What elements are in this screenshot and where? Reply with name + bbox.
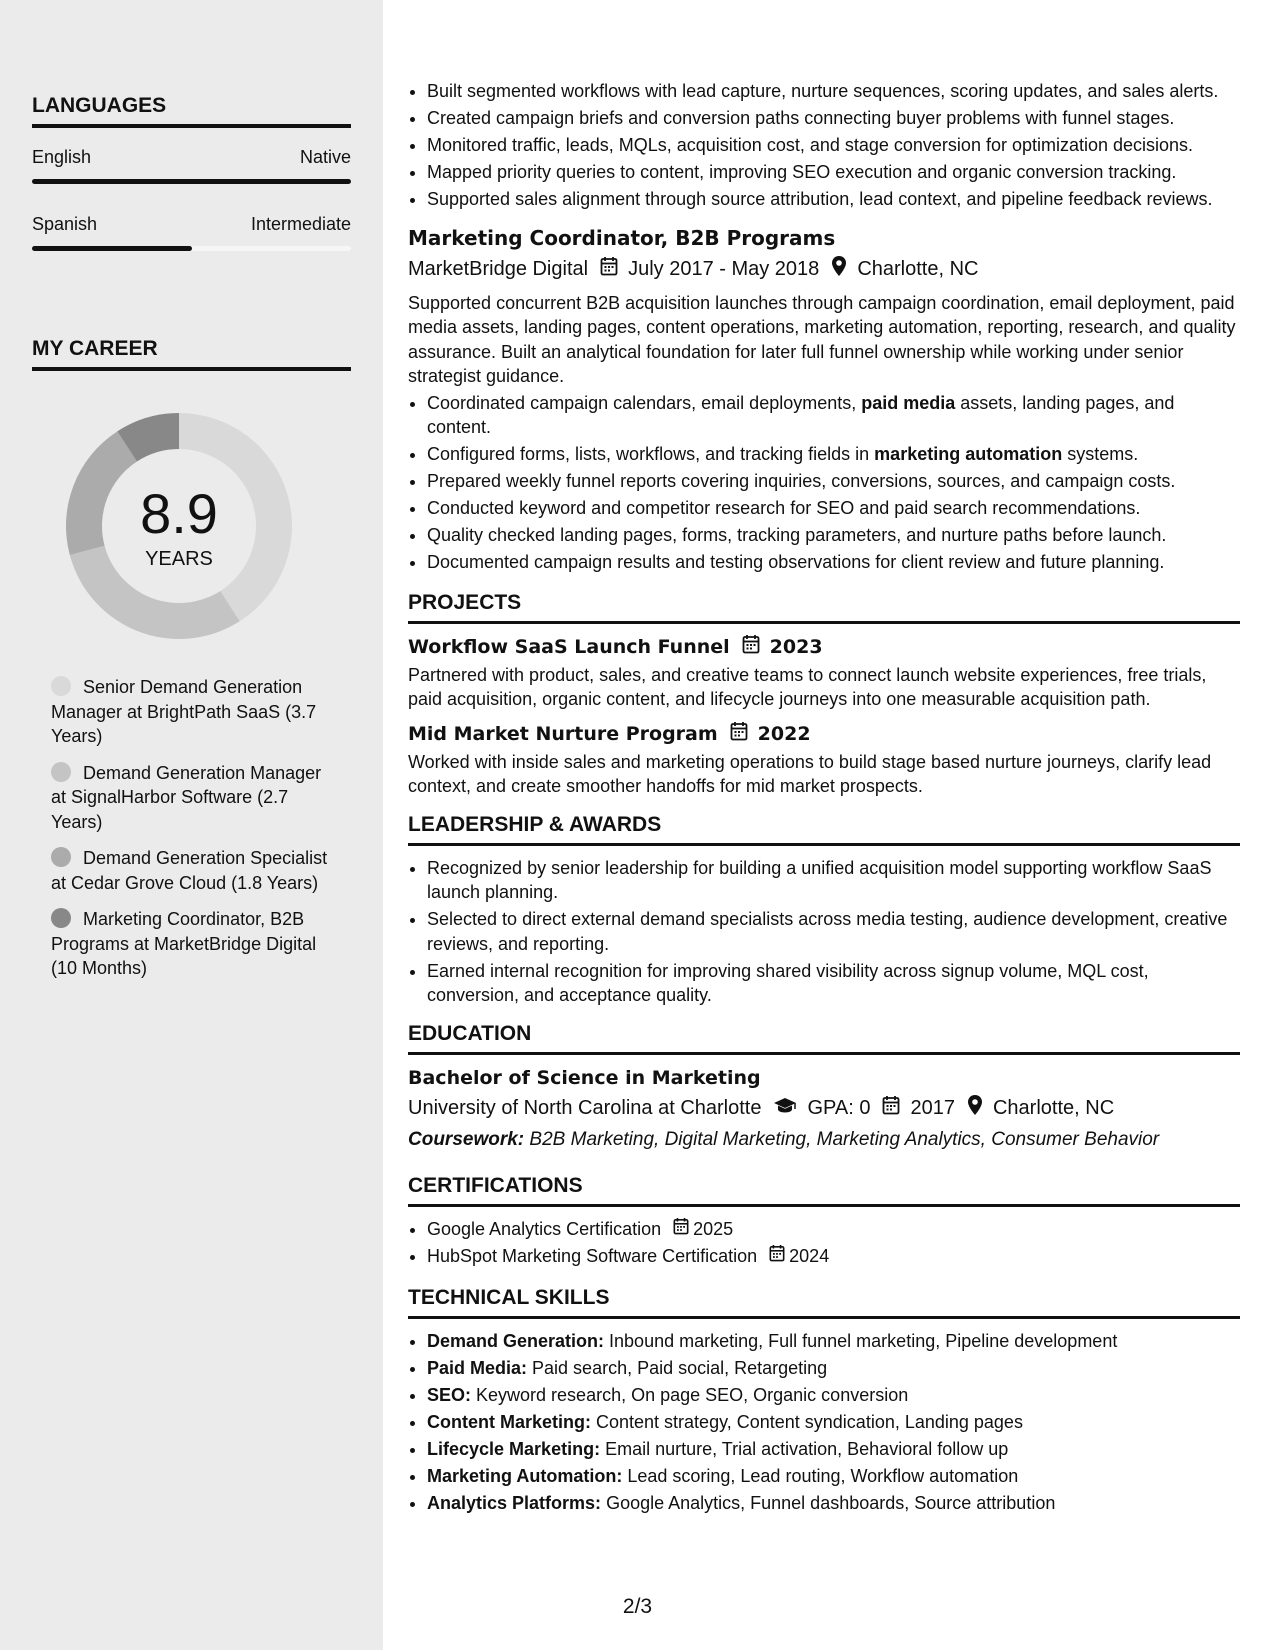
previous-job-bullets — [408, 79, 1240, 212]
job-title: Marketing Coordinator, B2B Programs — [408, 225, 836, 250]
calendar-icon — [673, 1217, 689, 1242]
skill-item — [427, 1356, 1240, 1381]
project-description: Worked with inside sales and marketing operations to build stage based nurture journeys, clarify lead context, and create smoother handoffs for mid market prospects. — [408, 751, 1212, 796]
bullet-item: • Built segmented workflows with lead capture, nurture sequences, scoring updates, and sales alerts. — [427, 79, 1240, 104]
project-title-row — [408, 721, 1240, 748]
calendar-icon — [769, 1244, 785, 1269]
awards-heading: LEADERSHIP & AWARDS — [408, 813, 1240, 846]
sidebar — [0, 0, 383, 1650]
language-proficiency-bar — [32, 179, 351, 184]
job-dates: July 2017 - May 2018 — [628, 258, 820, 280]
job-entry — [408, 225, 1240, 575]
language-level: Intermediate — [250, 214, 351, 234]
skill-values: Lead scoring, Lead routing, Workflow automation — [622, 1466, 1019, 1486]
legend-dot — [51, 908, 71, 928]
career-legend-item — [51, 907, 341, 981]
language-proficiency-fill — [32, 246, 192, 251]
language-name: Spanish — [32, 214, 98, 234]
skill-item — [427, 1410, 1240, 1435]
career-role-label: Senior Demand Generation Manager at BrightPath SaaS (3.7 Years) — [51, 677, 317, 746]
skill-category: Paid Media: — [427, 1358, 528, 1378]
education-heading: EDUCATION — [408, 1022, 1240, 1055]
certifications-heading: CERTIFICATIONS — [408, 1174, 1240, 1207]
skill-item — [427, 1491, 1240, 1516]
job-bullets — [408, 391, 1240, 575]
skill-values: Keyword research, On page SEO, Organic conversion — [471, 1385, 909, 1405]
bullet-text: assets, landing pages, and content. — [427, 392, 1175, 437]
projects-section — [408, 591, 1240, 799]
language-name: English — [32, 147, 92, 167]
bullet-item: • Prepared weekly funnel reports covering inquiries, conversions, sources, and campaign costs. — [427, 469, 1240, 494]
career-role-label: Demand Generation Specialist at Cedar Grove Cloud (1.8 Years) — [51, 848, 328, 893]
skills-section — [408, 1286, 1240, 1516]
job-location: Charlotte, NC — [857, 258, 979, 280]
career-total-unit: YEARS — [145, 548, 213, 570]
career-donut-chart — [66, 413, 292, 639]
language-proficiency-fill — [32, 179, 351, 184]
page-number: 2/3 — [622, 1595, 653, 1618]
graduation-cap-icon — [773, 1095, 797, 1121]
skill-values: Inbound marketing, Full funnel marketing, Pipeline development — [604, 1331, 1118, 1351]
project-entry — [408, 634, 1240, 712]
legend-dot — [51, 676, 71, 696]
education-degree: Bachelor of Science in Marketing — [408, 1066, 761, 1089]
bullet-text: Configured forms, lists, workflows, and tracking fields in — [427, 444, 875, 464]
career-legend-item — [51, 675, 341, 749]
project-year: 2022 — [757, 723, 811, 745]
bullet-item — [427, 391, 1240, 440]
education-year: 2017 — [910, 1097, 955, 1119]
certification-year: 2025 — [693, 1218, 734, 1239]
skill-values: Content strategy, Content syndication, Landing pages — [591, 1412, 1023, 1432]
project-entry — [408, 721, 1240, 799]
education-section — [408, 1022, 1240, 1153]
career-role-label: Marketing Coordinator, B2B Programs at MarketBridge Digital (10 Months) — [51, 909, 317, 978]
skill-category: Analytics Platforms: — [427, 1493, 602, 1513]
bullet-keyword: marketing automation — [874, 444, 1063, 464]
bullet-item: • Quality checked landing pages, forms, tracking parameters, and nurture paths before launch. — [427, 523, 1240, 548]
education-location: Charlotte, NC — [992, 1097, 1115, 1119]
certification-item — [427, 1217, 1240, 1242]
skill-item — [427, 1329, 1240, 1354]
legend-dot — [51, 762, 71, 782]
map-pin-icon — [831, 255, 847, 284]
skill-category: Content Marketing: — [427, 1412, 591, 1432]
education-school: University of North Carolina at Charlotte — [408, 1097, 762, 1119]
language-item — [32, 146, 351, 184]
bullet-item: • Created campaign briefs and conversion paths connecting buyer problems with funnel stages. — [427, 106, 1240, 131]
projects-heading: PROJECTS — [408, 591, 1240, 624]
skills-heading: TECHNICAL SKILLS — [408, 1286, 1240, 1319]
certification-name: • HubSpot Marketing Software Certification — [427, 1245, 758, 1266]
certifications-list — [408, 1217, 1240, 1269]
bullet-text: Coordinated campaign calendars, email deployments, — [427, 392, 862, 413]
award-item: • Earned internal recognition for improving shared visibility across signup volume, MQL cost, conversion, and acceptance quality. — [427, 959, 1240, 1008]
calendar-icon — [742, 634, 760, 661]
award-item: • Selected to direct external demand specialists across media testing, audience development, creative reviews, and reporting. — [427, 907, 1240, 956]
skill-category: Demand Generation: — [427, 1331, 605, 1351]
skill-item — [427, 1383, 1240, 1408]
languages-heading: LANGUAGES — [32, 94, 351, 128]
project-year: 2023 — [769, 636, 823, 658]
skill-category: Marketing Automation: — [427, 1466, 623, 1486]
legend-dot — [51, 847, 71, 867]
skill-category: SEO: — [427, 1385, 472, 1405]
project-description: Partnered with product, sales, and creative teams to connect launch website experiences, free trials, paid acquisition, organic content, and lifecycle journeys into one measurable acquisition path. — [408, 664, 1207, 709]
career-total-value: 8.9 — [140, 482, 218, 545]
education-meta — [408, 1094, 1240, 1123]
job-company: MarketBridge Digital — [408, 258, 589, 280]
bullet-text: systems. — [1062, 444, 1139, 464]
skill-values: Email nurture, Trial activation, Behavioral follow up — [600, 1439, 1009, 1459]
bullet-item: • Documented campaign results and testing observations for client review and future planning. — [427, 550, 1240, 575]
bullet-item: • Conducted keyword and competitor research for SEO and paid search recommendations. — [427, 496, 1240, 521]
career-section — [32, 337, 351, 371]
language-proficiency-bar — [32, 246, 351, 251]
career-legend-item — [51, 846, 341, 895]
bullet-item: • Mapped priority queries to content, improving SEO execution and organic conversion tracking. — [427, 160, 1240, 185]
calendar-icon — [882, 1095, 900, 1122]
language-level: Native — [299, 147, 351, 167]
calendar-icon — [730, 721, 748, 748]
bullet-item — [427, 442, 1240, 467]
map-pin-icon — [967, 1094, 983, 1123]
awards-list — [408, 856, 1240, 1008]
career-role-label: Demand Generation Manager at SignalHarbor Software (2.7 Years) — [51, 762, 322, 832]
skills-list — [408, 1329, 1240, 1516]
job-summary: Supported concurrent B2B acquisition launches through campaign coordination, email deployment, paid media assets, landing pages, content operations, marketing automation, reporting, research, and quality assurance. Built an analytical foundation for later full funnel ownership while working under senior strategist guidance. — [408, 292, 1236, 386]
main-content — [408, 0, 1240, 1518]
career-heading: MY CAREER — [32, 337, 351, 371]
education-coursework — [408, 1127, 1240, 1153]
education-gpa: GPA: 0 — [807, 1097, 871, 1119]
certification-item — [427, 1244, 1240, 1269]
awards-section — [408, 813, 1240, 1008]
certifications-section — [408, 1174, 1240, 1269]
bullet-item: • Monitored traffic, leads, MQLs, acquisition cost, and stage conversion for optimization decisions. — [427, 133, 1240, 158]
coursework-label: Coursework: — [408, 1128, 525, 1150]
project-title: Mid Market Nurture Program — [408, 723, 718, 745]
coursework-list: B2B Marketing, Digital Marketing, Marketing Analytics, Consumer Behavior — [524, 1128, 1160, 1150]
skill-values: Google Analytics, Funnel dashboards, Source attribution — [601, 1493, 1056, 1513]
bullet-keyword: paid media — [861, 392, 956, 413]
job-meta — [408, 255, 1240, 284]
calendar-icon — [600, 256, 618, 283]
project-title: Workflow SaaS Launch Funnel — [408, 636, 730, 658]
certification-year: 2024 — [789, 1245, 830, 1266]
award-item: • Recognized by senior leadership for building a unified acquisition model supporting workflow SaaS launch planning. — [427, 856, 1240, 905]
certification-name: • Google Analytics Certification — [427, 1218, 662, 1239]
career-legend-item — [51, 761, 341, 835]
skill-values: Paid search, Paid social, Retargeting — [527, 1358, 828, 1378]
skill-item — [427, 1464, 1240, 1489]
language-item — [32, 213, 351, 251]
skill-item — [427, 1437, 1240, 1462]
languages-section — [32, 94, 351, 251]
career-legend — [51, 675, 341, 993]
project-title-row — [408, 634, 1240, 661]
skill-category: Lifecycle Marketing: — [427, 1439, 601, 1459]
bullet-item: • Supported sales alignment through source attribution, lead context, and pipeline feedback reviews. — [427, 187, 1240, 212]
